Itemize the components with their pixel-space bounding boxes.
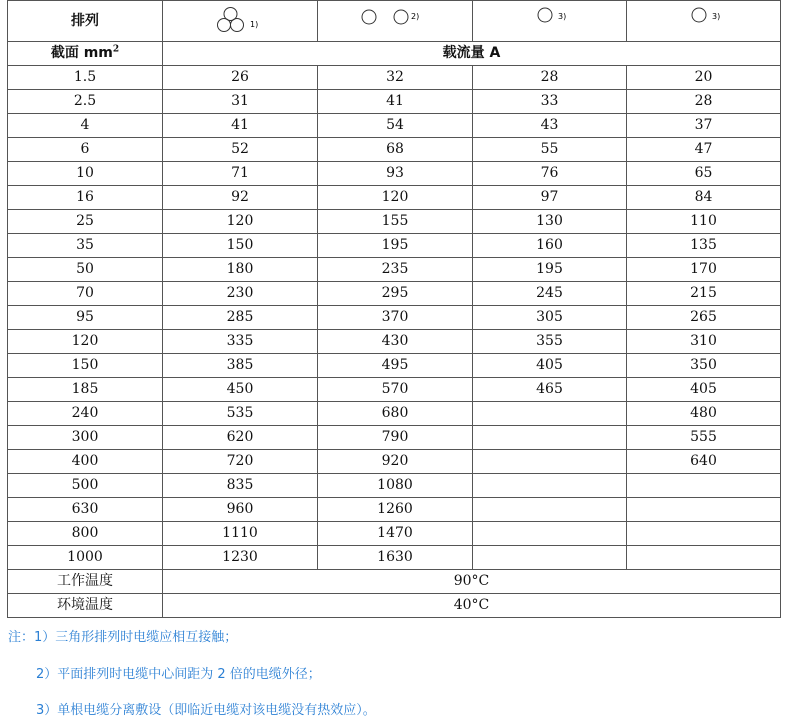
current-cell: 680 xyxy=(318,402,473,426)
current-cell xyxy=(627,522,781,546)
current-cell: 43 xyxy=(473,114,627,138)
table-row xyxy=(8,498,781,522)
ambient-temp-row-value: 40°C xyxy=(163,594,781,618)
current-cell: 1080 xyxy=(318,474,473,498)
table-row xyxy=(8,354,781,378)
table-row xyxy=(8,306,781,330)
current-cell: 68 xyxy=(318,138,473,162)
current-cell xyxy=(473,450,627,474)
current-cell: 835 xyxy=(163,474,318,498)
current-cell: 195 xyxy=(473,258,627,282)
current-cell: 960 xyxy=(163,498,318,522)
section-label: 截面 mm xyxy=(50,45,113,61)
current-cell: 355 xyxy=(473,330,627,354)
note-ref-1: 1) xyxy=(250,20,259,29)
section-cell: 400 xyxy=(8,450,163,474)
current-cell: 245 xyxy=(473,282,627,306)
section-cell: 500 xyxy=(8,474,163,498)
working-temp-row xyxy=(8,570,781,594)
single-cable-icon xyxy=(525,1,575,41)
current-cell: 555 xyxy=(627,426,781,450)
current-cell: 385 xyxy=(163,354,318,378)
current-cell xyxy=(473,402,627,426)
section-cell: 185 xyxy=(8,378,163,402)
current-cell: 37 xyxy=(627,114,781,138)
section-cell: 240 xyxy=(8,402,163,426)
table-row xyxy=(8,474,781,498)
note-ref-3a: 3) xyxy=(557,12,566,21)
current-cell: 130 xyxy=(473,210,627,234)
current-cell: 195 xyxy=(318,234,473,258)
note-ref-3b: 3) xyxy=(711,12,720,21)
section-label-cell xyxy=(8,42,163,66)
current-cell: 430 xyxy=(318,330,473,354)
current-cell xyxy=(627,498,781,522)
current-cell: 170 xyxy=(627,258,781,282)
section-cell: 1000 xyxy=(8,546,163,570)
current-cell: 93 xyxy=(318,162,473,186)
section-cell: 800 xyxy=(8,522,163,546)
section-cell: 1.5 xyxy=(8,66,163,90)
section-cell: 25 xyxy=(8,210,163,234)
current-cell xyxy=(473,546,627,570)
current-cell: 720 xyxy=(163,450,318,474)
current-cell: 235 xyxy=(318,258,473,282)
current-cell: 335 xyxy=(163,330,318,354)
arrangement-header-row xyxy=(8,1,781,42)
current-cell: 1470 xyxy=(318,522,473,546)
current-cell: 54 xyxy=(318,114,473,138)
current-cell: 28 xyxy=(473,66,627,90)
ampacity-table xyxy=(7,0,781,618)
current-cell: 160 xyxy=(473,234,627,258)
current-cell: 110 xyxy=(627,210,781,234)
current-cell: 41 xyxy=(318,90,473,114)
current-cell: 265 xyxy=(627,306,781,330)
current-cell xyxy=(627,546,781,570)
current-cell: 1630 xyxy=(318,546,473,570)
section-cell: 300 xyxy=(8,426,163,450)
section-cell: 150 xyxy=(8,354,163,378)
table-row xyxy=(8,282,781,306)
arrangement-single-a xyxy=(473,1,627,42)
current-cell: 535 xyxy=(163,402,318,426)
current-cell: 1260 xyxy=(318,498,473,522)
working-temp-row-value: 90°C xyxy=(163,570,781,594)
table-row xyxy=(8,450,781,474)
current-cell: 215 xyxy=(627,282,781,306)
ambient-temp-row-label: 环境温度 xyxy=(8,594,163,618)
arrangement-single-b xyxy=(627,1,781,42)
current-cell: 31 xyxy=(163,90,318,114)
current-cell: 71 xyxy=(163,162,318,186)
table-row xyxy=(8,66,781,90)
current-cell: 84 xyxy=(627,186,781,210)
section-cell: 120 xyxy=(8,330,163,354)
section-unit-sup: 2 xyxy=(112,44,120,55)
current-cell: 285 xyxy=(163,306,318,330)
flat-spaced-cables-icon xyxy=(355,1,435,41)
arrangement-label: 排列 xyxy=(8,1,163,42)
section-cell: 16 xyxy=(8,186,163,210)
current-cell: 620 xyxy=(163,426,318,450)
section-cell: 4 xyxy=(8,114,163,138)
note-1: 注：1）三角形排列时电缆应相互接触； xyxy=(8,630,238,645)
current-cell: 76 xyxy=(473,162,627,186)
current-cell: 1230 xyxy=(163,546,318,570)
current-cell: 97 xyxy=(473,186,627,210)
current-cell: 180 xyxy=(163,258,318,282)
section-cell: 2.5 xyxy=(8,90,163,114)
section-cell: 70 xyxy=(8,282,163,306)
table-row xyxy=(8,90,781,114)
table-row xyxy=(8,114,781,138)
current-cell: 28 xyxy=(627,90,781,114)
current-cell: 33 xyxy=(473,90,627,114)
ambient-temp-row xyxy=(8,594,781,618)
current-cell: 920 xyxy=(318,450,473,474)
current-label: 载流量 A xyxy=(163,42,781,66)
current-cell: 32 xyxy=(318,66,473,90)
current-cell: 570 xyxy=(318,378,473,402)
note-ref-2: 2) xyxy=(411,12,420,21)
section-cell: 35 xyxy=(8,234,163,258)
table-row xyxy=(8,330,781,354)
current-cell: 120 xyxy=(163,210,318,234)
table-row xyxy=(8,234,781,258)
current-cell: 370 xyxy=(318,306,473,330)
table-row xyxy=(8,258,781,282)
table-row xyxy=(8,186,781,210)
current-cell xyxy=(627,474,781,498)
current-cell: 350 xyxy=(627,354,781,378)
table-row xyxy=(8,162,781,186)
section-cell: 630 xyxy=(8,498,163,522)
table-row xyxy=(8,378,781,402)
current-cell: 26 xyxy=(163,66,318,90)
current-cell: 405 xyxy=(473,354,627,378)
current-cell xyxy=(473,426,627,450)
current-cell: 52 xyxy=(163,138,318,162)
current-cell xyxy=(473,474,627,498)
note-2: 2）平面排列时电缆中心间距为 2 倍的电缆外径； xyxy=(36,667,321,682)
current-cell: 1110 xyxy=(163,522,318,546)
current-cell: 230 xyxy=(163,282,318,306)
table-row xyxy=(8,546,781,570)
current-cell: 310 xyxy=(627,330,781,354)
table-row xyxy=(8,138,781,162)
current-cell: 465 xyxy=(473,378,627,402)
current-cell: 790 xyxy=(318,426,473,450)
current-cell: 120 xyxy=(318,186,473,210)
table-row xyxy=(8,522,781,546)
current-cell xyxy=(473,522,627,546)
units-header-row xyxy=(8,42,781,66)
current-cell xyxy=(473,498,627,522)
current-cell: 155 xyxy=(318,210,473,234)
arrangement-trefoil xyxy=(163,1,318,42)
note-3: 3）单根电缆分离敷设（即临近电缆对该电缆没有热效应）。 xyxy=(36,703,376,718)
section-cell: 10 xyxy=(8,162,163,186)
table-row xyxy=(8,402,781,426)
table-row xyxy=(8,210,781,234)
trefoil-cables-icon xyxy=(210,1,270,41)
current-cell: 295 xyxy=(318,282,473,306)
current-cell: 450 xyxy=(163,378,318,402)
single-cable-icon xyxy=(679,1,729,41)
section-cell: 50 xyxy=(8,258,163,282)
current-cell: 135 xyxy=(627,234,781,258)
table-row xyxy=(8,426,781,450)
working-temp-row-label: 工作温度 xyxy=(8,570,163,594)
current-cell: 495 xyxy=(318,354,473,378)
arrangement-flat xyxy=(318,1,473,42)
section-cell: 95 xyxy=(8,306,163,330)
current-cell: 305 xyxy=(473,306,627,330)
current-cell: 480 xyxy=(627,402,781,426)
current-cell: 405 xyxy=(627,378,781,402)
current-cell: 41 xyxy=(163,114,318,138)
current-cell: 150 xyxy=(163,234,318,258)
current-cell: 65 xyxy=(627,162,781,186)
section-cell: 6 xyxy=(8,138,163,162)
current-cell: 20 xyxy=(627,66,781,90)
current-cell: 55 xyxy=(473,138,627,162)
current-cell: 47 xyxy=(627,138,781,162)
current-cell: 92 xyxy=(163,186,318,210)
current-cell: 640 xyxy=(627,450,781,474)
